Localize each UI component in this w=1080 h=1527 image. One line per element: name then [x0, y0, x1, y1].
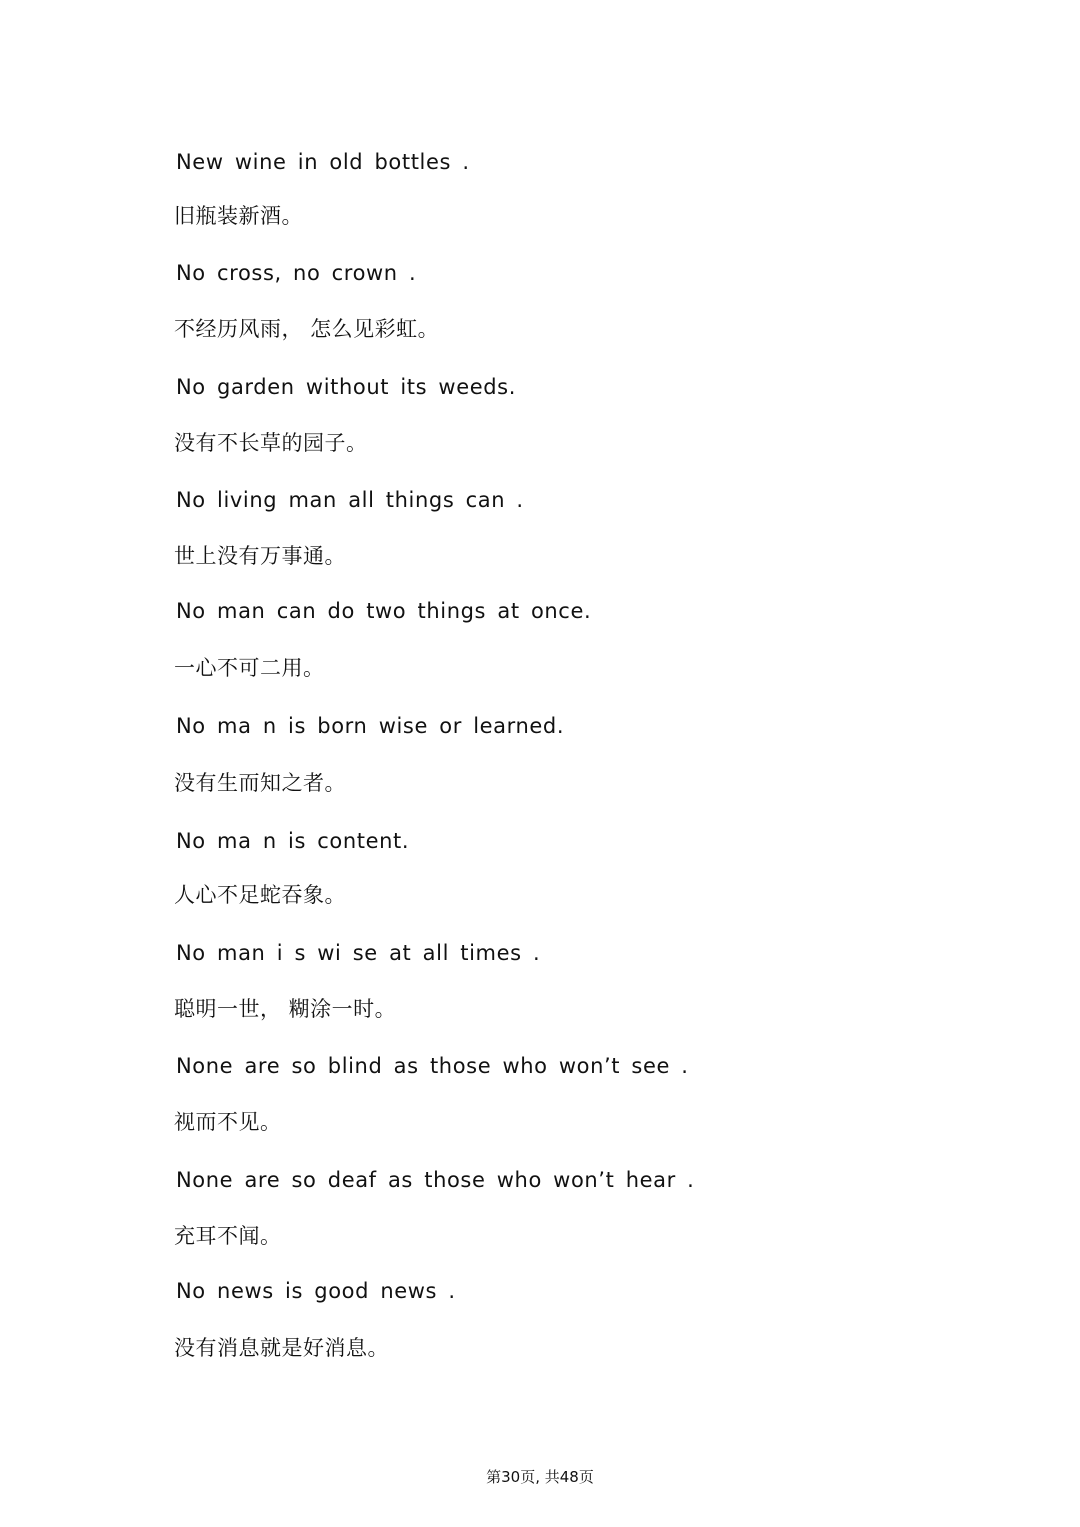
proverb-chinese: 没有生而知之者。 [174, 771, 346, 795]
proverb-chinese: 视而不见。 [174, 1110, 282, 1134]
proverb-english: None are so deaf as those who won’t hear . [176, 1168, 695, 1192]
proverb-english: No ma n is content. [176, 829, 410, 853]
proverb-english: No cross, no crown . [176, 261, 417, 285]
proverb-english: No ma n is born wise or learned. [176, 714, 565, 738]
proverb-english: No living man all things can . [176, 488, 524, 512]
proverb-chinese: 聪明一世， 糊涂一时。 [174, 997, 397, 1021]
proverb-chinese: 充耳不闻。 [174, 1224, 282, 1248]
proverb-chinese: 世上没有万事通。 [174, 544, 346, 568]
page-number-footer: 第30页, 共48页 [486, 1468, 594, 1486]
proverb-english: No man can do two things at once. [176, 599, 592, 623]
proverb-chinese: 没有消息就是好消息。 [174, 1336, 389, 1360]
proverb-chinese: 没有不长草的园子。 [174, 431, 368, 455]
proverb-english: No news is good news . [176, 1279, 456, 1303]
proverb-english: New wine in old bottles . [176, 150, 470, 174]
proverb-english: No man i s wi se at all times . [176, 941, 541, 965]
proverb-english: No garden without its weeds. [176, 375, 516, 399]
proverb-chinese: 人心不足蛇吞象。 [174, 883, 346, 907]
proverb-chinese: 一心不可二用。 [174, 656, 325, 680]
proverb-english: None are so blind as those who won’t see . [176, 1054, 689, 1078]
proverb-chinese: 不经历风雨， 怎么见彩虹。 [174, 317, 440, 341]
proverb-chinese: 旧瓶装新酒。 [174, 204, 303, 228]
